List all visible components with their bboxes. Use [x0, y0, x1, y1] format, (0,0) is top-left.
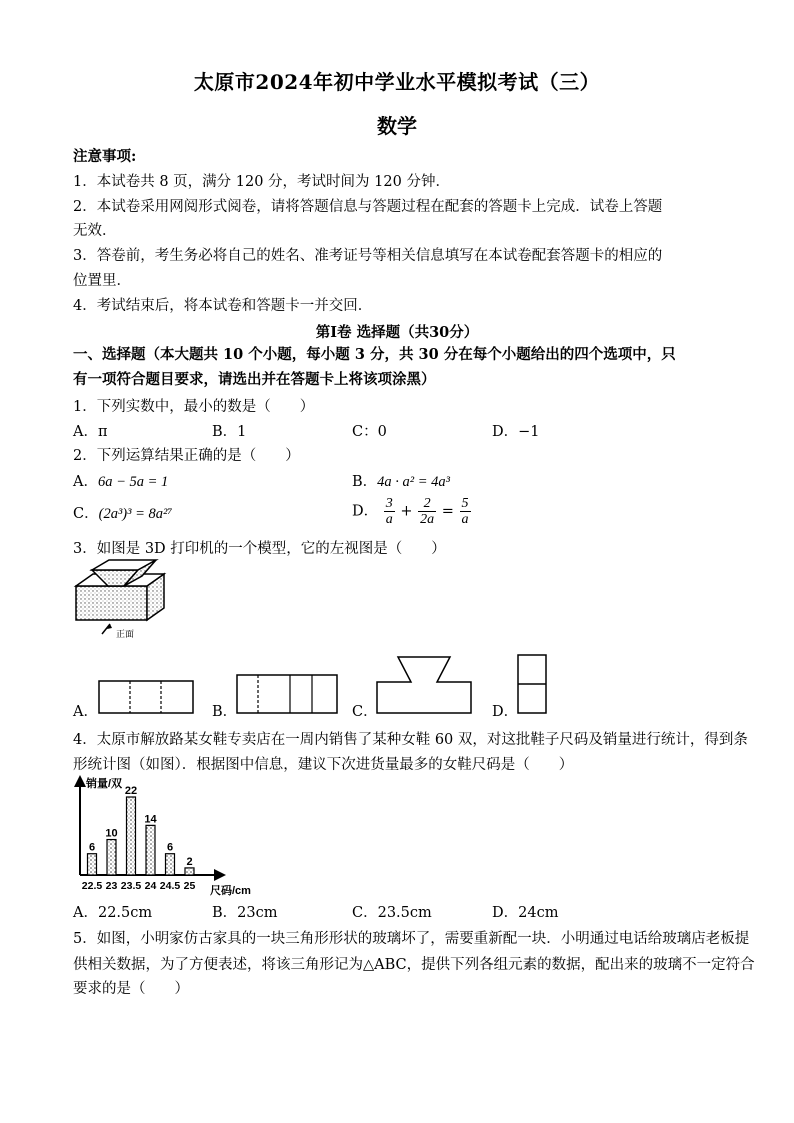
x-tick-label: 22.5 [81, 880, 103, 892]
bar-value-label: 6 [88, 841, 96, 854]
note-2-cont: 无效． [73, 223, 117, 239]
bar-24 [146, 825, 155, 875]
q3-option-c-view [376, 656, 472, 714]
q4-option-c: C．23.5cm [352, 905, 432, 921]
q2-option-d-label: D． [352, 503, 379, 520]
q2-option-a-label: A． [73, 474, 98, 490]
q3-front-label: 正面 [116, 629, 135, 639]
bar-24.5 [166, 854, 175, 875]
q1-option-a: A．π [73, 424, 108, 440]
bar-23.5 [127, 797, 136, 875]
q2-option-d: D． $\frac{3}{a}$ + $\frac{2}{2a}$ = $\frac{5}{a}$ [352, 496, 469, 527]
q1-option-c: C：0 [352, 424, 387, 440]
q3-stem: 3．如图是 3D 打印机的一个模型，它的左视图是（ ） [73, 541, 446, 557]
section-heading: 第Ⅰ卷 选择题（共30分） [315, 324, 479, 341]
q2-option-b-expr: 4a · a² = 4a³ [377, 474, 451, 490]
note-4: 4．考试结束后，将本试卷和答题卡一并交回． [73, 298, 373, 314]
q4-option-b: B．23cm [212, 905, 278, 921]
q3-option-a-label: A． [73, 704, 98, 720]
q4-stem-line1: 4．太原市解放路某女鞋专卖店在一周内销售了某种女鞋 60 双，对这批鞋子尺码及销量进行统计，得到条 [73, 732, 748, 748]
q5-line3: 要求的是（ ） [73, 981, 189, 997]
q4-stem-line2: 形统计图（如图）．根据图中信息，建议下次进货量最多的女鞋尺码是（ ） [73, 757, 574, 773]
bar-value-label: 2 [186, 855, 193, 868]
section-instruction-2: 有一项符合题目要求，请选出并在答题卡上将该项涂黑） [73, 371, 436, 388]
note-3-cont: 位置里． [73, 273, 131, 289]
note-1: 1．本试卷共 8 页，满分 120 分，考试时间为 120 分钟． [73, 174, 450, 190]
q3-option-d-view [517, 654, 547, 714]
exam-title: 太原市2024年初中学业水平模拟考试（三） [193, 70, 601, 94]
section-instruction-1: 一、选择题（本大题共 10 个小题，每小题 3 分，共 30 分在每个小题给出的四个选项中，只 [73, 346, 676, 363]
bar-value-label: 10 [105, 827, 118, 840]
bar-value-label: 6 [166, 841, 174, 854]
bar-23 [107, 840, 116, 875]
bar-value-label: 22 [124, 785, 138, 797]
subject-title: 数学 [377, 114, 417, 138]
q5-line1: 5．如图，小明家仿古家具的一块三角形形状的玻璃坏了，需要重新配一块．小明通过电话给玻璃店老板提 [73, 931, 750, 947]
q2-option-b-label: B． [352, 474, 378, 490]
bar-25 [185, 868, 194, 875]
q2-option-b [352, 472, 450, 492]
q3-option-c-label: C． [352, 704, 378, 720]
q3-option-b-label: B． [212, 704, 238, 720]
q2-option-a-expr: 6a − 5a = 1 [97, 474, 169, 490]
x-tick-label: 24.5 [159, 880, 181, 892]
q2-stem: 2．下列运算结果正确的是（ ） [73, 448, 300, 464]
q2-option-a [73, 472, 168, 492]
q2-d-frac-2: $\frac{2}{2a}$ [420, 496, 435, 527]
q2-d-frac-1: $\frac{3}{a}$ [385, 496, 393, 527]
q2-d-frac-3: $\frac{5}{a}$ [461, 496, 469, 527]
q2-option-c-label: C． [73, 506, 99, 522]
bar-22.5 [88, 854, 97, 875]
chart-x-label: 尺码/cm [210, 885, 251, 897]
note-3: 3．答卷前，考生务必将自己的姓名、准考证号等相关信息填写在本试卷配套答题卡的相应的 [73, 248, 663, 264]
note-2: 2．本试卷采用网阅形式阅卷，请将答题信息与答题过程在配套的答题卡上完成．试卷上答题 [73, 199, 663, 215]
notes-heading: 注意事项: [73, 148, 137, 165]
chart-y-label: 销量/双 [86, 778, 123, 790]
q4-option-d: D．24cm [492, 905, 559, 921]
q1-option-d: D．−1 [492, 424, 540, 440]
q3-model-figure [72, 558, 172, 642]
x-tick-label: 25 [183, 880, 196, 892]
q3-option-d-label: D． [492, 704, 519, 720]
q1-option-b: B．1 [212, 424, 247, 440]
q3-option-b-view [236, 674, 338, 714]
q4-option-a: A．22.5cm [73, 905, 153, 921]
q3-option-a-view [98, 680, 194, 714]
q2-option-c [73, 504, 172, 524]
q4-bar-chart [70, 775, 270, 903]
x-tick-label: 23 [105, 880, 118, 892]
q1-stem: 1．下列实数中，最小的数是（ ） [73, 399, 315, 415]
x-tick-label: 24 [144, 880, 157, 892]
bar-value-label: 14 [144, 813, 157, 826]
q2-option-c-expr: (2a³)³ = 8a²⁷ [98, 506, 173, 522]
q5-line2: 供相关数据，为了方便表述，将该三角形记为△ABC，提供下列各组元素的数据，配出来的玻璃不一定符合 [73, 957, 755, 973]
x-tick-label: 23.5 [120, 880, 142, 892]
